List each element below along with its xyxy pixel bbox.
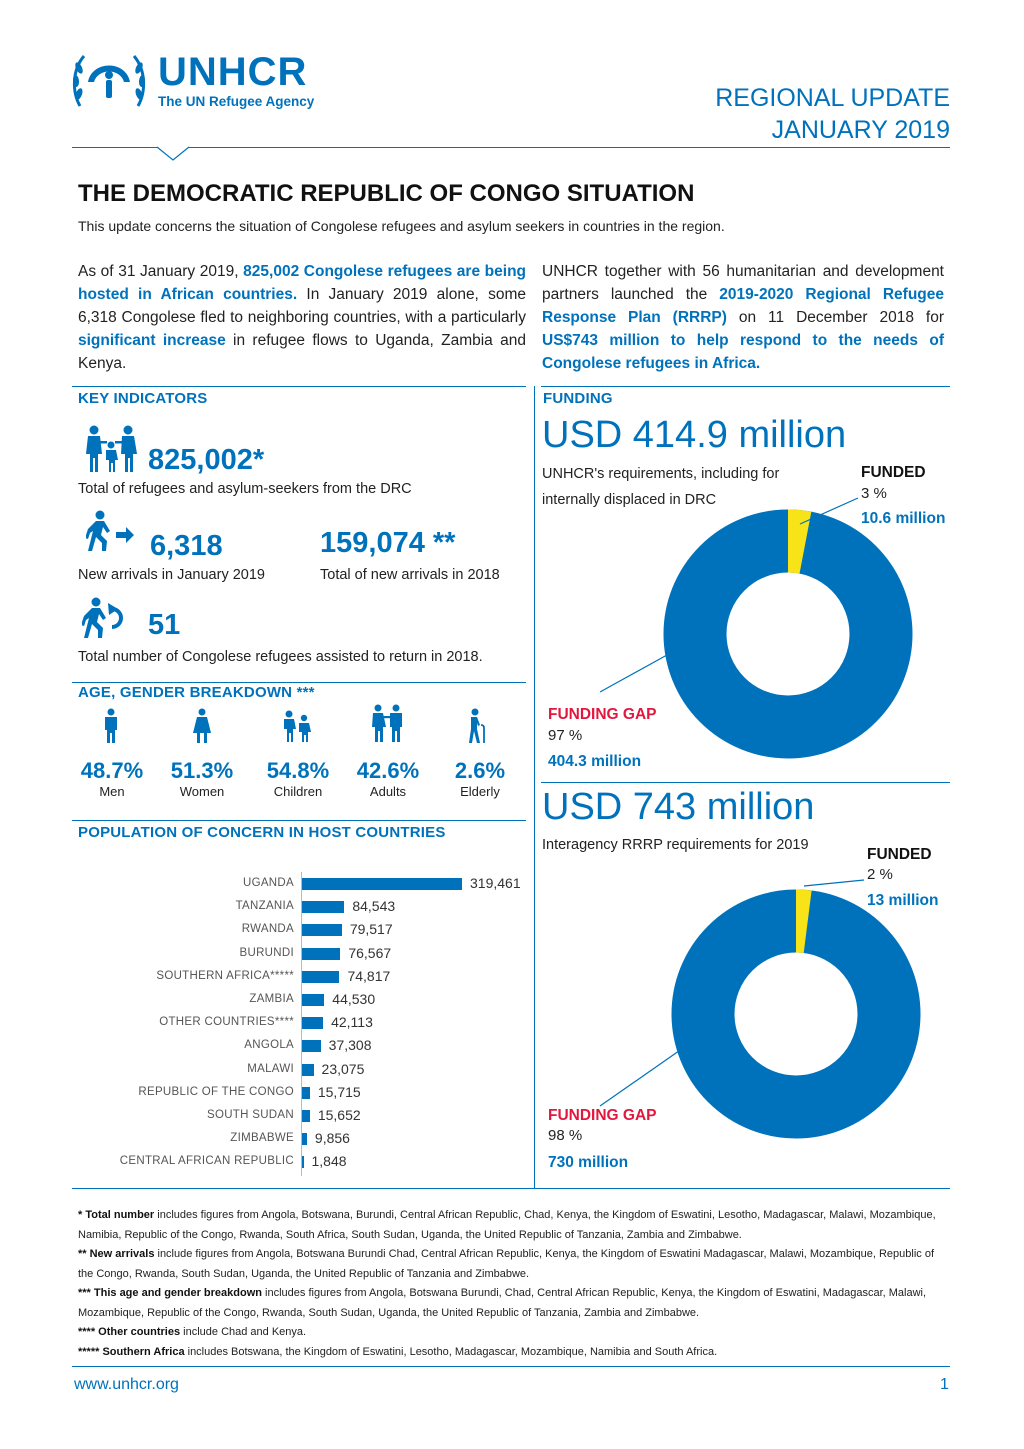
intro-left-highlight-1: 825,002 Congolese refugees are being hosted in African countries. xyxy=(78,263,527,303)
breakdown-title: AGE, GENDER BREAKDOWN *** xyxy=(78,684,315,701)
footer-url[interactable]: www.unhcr.org xyxy=(74,1376,179,1393)
footnote-other-countries xyxy=(78,1323,950,1343)
bar xyxy=(302,1040,321,1052)
unhcr-logo[interactable] xyxy=(70,48,350,118)
bar-category-label: ZAMBIA xyxy=(249,993,294,1005)
walking-person-icon xyxy=(86,510,134,552)
population-title: POPULATION OF CONCERN IN HOST COUNTRIES xyxy=(78,824,446,841)
unhcr-funding-desc-2: internally displaced in DRC xyxy=(542,492,717,508)
bar-value-label: 76,567 xyxy=(348,944,392,961)
funding-title: FUNDING xyxy=(543,390,613,407)
bar-value-label: 319,461 xyxy=(470,875,521,891)
rrrp-gap-amount: 730 million xyxy=(548,1154,629,1171)
adults-icon xyxy=(369,704,405,744)
footnotes xyxy=(78,1206,950,1362)
return-person-icon xyxy=(82,597,132,639)
intro-right-highlight-1: 2019-2020 Regional Refugee Response Plan (RRRP) xyxy=(542,286,945,326)
unhcr-funding-amount: USD 414.9 million xyxy=(542,414,847,456)
rrrp-funded-label: FUNDED xyxy=(867,846,932,863)
intro-left-text-2: In January 2019 alone, some 6,318 Congolese fled to neighboring countries, with a particularly xyxy=(78,286,526,326)
intro-right xyxy=(542,260,944,375)
rrrp-funding-amount: USD 743 million xyxy=(542,786,815,828)
returns-label: Total number of Congolese refugees assisted to return in 2018. xyxy=(78,649,483,665)
elderly-icon xyxy=(465,708,487,744)
unhcr-emblem-icon xyxy=(70,48,148,114)
breakdown-men-label: Men xyxy=(99,784,125,799)
rrrp-funded-pct: 2 % xyxy=(867,866,893,883)
bar-category-label: ZIMBABWE xyxy=(230,1132,294,1145)
bar-value-label: 44,530 xyxy=(332,991,376,1007)
bar-category-label: SOUTHERN AFRICA***** xyxy=(156,969,294,982)
doc-date: JANUARY 2019 xyxy=(771,116,950,144)
bar-value-label: 42,113 xyxy=(331,1014,373,1031)
breakdown-men-pct: 48.7% xyxy=(80,758,144,783)
funding-rule xyxy=(541,386,950,387)
footnote-breakdown xyxy=(78,1284,950,1323)
intro-left-text-3: in refugee flows to Uganda, Zambia and Kenya. xyxy=(78,332,526,372)
bar-category-label: BURUNDI xyxy=(239,946,294,959)
bar-category-label: ANGOLA xyxy=(244,1039,294,1052)
rrrp-funded-amount: 13 million xyxy=(867,892,939,909)
page-title: THE DEMOCRATIC REPUBLIC OF CONGO SITUATION xyxy=(78,180,695,207)
man-icon xyxy=(103,708,119,744)
bar-category-label: RWANDA xyxy=(241,923,294,936)
key-indicators-rule xyxy=(72,386,526,387)
bar xyxy=(302,1110,310,1122)
bar-category-label: MALAWI xyxy=(247,1062,294,1075)
unhcr-leader-lines xyxy=(560,480,880,720)
header-rule xyxy=(72,147,950,148)
unhcr-funded-label: FUNDED xyxy=(861,464,926,481)
bar-category-label: UGANDA xyxy=(242,877,294,889)
new-arrivals-label: New arrivals in January 2019 xyxy=(78,567,265,583)
bar-value-label: 1,848 xyxy=(311,1153,347,1170)
footnote-new-arrivals-key: ** New arrivals xyxy=(78,1248,155,1260)
unhcr-funded-amount: 10.6 million xyxy=(861,510,946,527)
footnote-other-countries-key: **** Other countries xyxy=(78,1326,181,1338)
breakdown-elderly-label: Elderly xyxy=(460,784,500,799)
rrrp-gap-pct: 98 % xyxy=(548,1127,583,1144)
family-icon xyxy=(84,425,140,473)
bar xyxy=(302,901,344,913)
rrrp-leader-lines xyxy=(560,862,880,1122)
unhcr-gap-pct: 97 % xyxy=(548,727,583,744)
bar xyxy=(302,1133,307,1145)
bar-value-label: 15,715 xyxy=(317,1083,361,1100)
bar xyxy=(302,948,340,960)
bar-value-label: 74,817 xyxy=(347,967,391,984)
footnote-new-arrivals xyxy=(78,1245,950,1284)
breakdown-adults-label: Adults xyxy=(369,784,407,799)
bar-category-label: OTHER COUNTRIES**** xyxy=(159,1016,294,1029)
bar-value-label: 15,652 xyxy=(317,1107,361,1123)
footnote-southern-africa xyxy=(78,1343,950,1363)
footnote-other-countries-text: include Chad and Kenya. xyxy=(180,1326,307,1338)
bar xyxy=(302,1064,314,1076)
footnote-southern-africa-text: includes Botswana, the Kingdom of Eswatini, Lesotho, Madagascar, Mozambique, Namibia and South Africa. xyxy=(184,1345,718,1358)
breakdown-adults-pct: 42.6% xyxy=(356,758,420,783)
bar-category-label: SOUTH SUDAN xyxy=(206,1109,294,1121)
bar-category-label: TANZANIA xyxy=(235,900,294,913)
bar-value-label: 23,075 xyxy=(321,1060,365,1077)
footnote-breakdown-text: includes figures from Angola, Botswana Burundi, Chad, Central African Republic, Kenya, the Kingdom of Eswatini, Madagascar, Malawi, Mozambique, Republic of the Congo, Rwanda, South Sudan, Uganda, the United Republic of Tanzania, Zambia and Zimbabwe. xyxy=(78,1287,927,1319)
bar-value-label: 84,543 xyxy=(352,898,396,915)
bar xyxy=(302,971,339,983)
breakdown-women-label: Women xyxy=(179,784,225,799)
intro-right-text-2: on 11 December 2018 for xyxy=(726,309,945,326)
new-arrivals-value: 6,318 xyxy=(150,530,223,562)
returns-value: 51 xyxy=(148,609,181,641)
total-refugees-label: Total of refugees and asylum-seekers from the DRC xyxy=(78,481,412,497)
rrrp-gap-label: FUNDING GAP xyxy=(548,1107,657,1124)
rrrp-rule xyxy=(541,782,950,783)
footnotes-rule xyxy=(72,1188,950,1189)
key-indicators-title: KEY INDICATORS xyxy=(78,390,208,407)
footer-rule xyxy=(72,1366,950,1367)
page-subtitle: This update concerns the situation of Congolese refugees and asylum seekers in countries in the region. xyxy=(78,218,725,234)
intro-right-highlight-2: US$743 million to help respond to the needs of Congolese refugees in Africa. xyxy=(542,332,944,372)
intro-left-text-1: As of 31 January 2019, xyxy=(78,263,244,280)
org-tagline: The UN Refugee Agency xyxy=(158,94,315,109)
bar xyxy=(302,994,324,1006)
footnote-total-text: includes figures from Angola, Botswana, Burundi, Central African Republic, Chad, Kenya, the Kingdom of Eswatini, Lesotho, Madagascar, Malawi, Mozambique, Namibia, Republic of the Congo, Rwanda, South Africa, South Sudan, Uganda, the United Republic of Tanzania, Zambia and Zimbabwe. xyxy=(78,1209,936,1241)
bar-value-label: 79,517 xyxy=(349,921,393,938)
bar-value-label: 37,308 xyxy=(328,1037,372,1054)
unhcr-funded-pct: 3 % xyxy=(861,485,887,502)
bar xyxy=(302,924,342,936)
header-notch-icon xyxy=(156,146,190,162)
footnote-new-arrivals-text: include figures from Angola, Botswana Burundi Chad, Central African Republic, Kenya, the Kingdom of Eswatini Madagascar, Malawi, Mozambique, Republic of the Congo, Rwanda, South Sudan, Uganda, the United Republic of Tanzania and Zimbabwe. xyxy=(78,1248,935,1280)
intro-left-highlight-2: significant increase xyxy=(78,332,226,349)
woman-icon xyxy=(193,708,211,744)
population-rule xyxy=(72,820,526,821)
footnote-breakdown-key: *** This age and gender breakdown xyxy=(78,1287,262,1299)
total-refugees-value: 825,002* xyxy=(148,444,265,476)
rrrp-funding-desc: Interagency RRRP requirements for 2019 xyxy=(542,837,809,853)
bar-category-label: CENTRAL AFRICAN REPUBLIC xyxy=(119,1155,294,1168)
unhcr-funding-desc-1: UNHCR's requirements, including for xyxy=(542,466,780,482)
footnote-southern-africa-key: ***** Southern Africa xyxy=(78,1345,185,1358)
intro-left xyxy=(78,260,526,375)
children-icon xyxy=(281,708,313,744)
bar-value-label: 9,856 xyxy=(314,1130,350,1147)
column-divider xyxy=(534,386,535,1188)
bar xyxy=(302,1156,304,1168)
org-name: UNHCR xyxy=(158,50,308,94)
footnote-total-key: * Total number xyxy=(78,1209,155,1221)
breakdown-children-pct: 54.8% xyxy=(266,758,330,783)
bar-chart-axis xyxy=(301,872,302,1176)
bar xyxy=(302,1017,323,1029)
breakdown-rule xyxy=(72,682,526,683)
bar xyxy=(302,878,462,890)
breakdown-children-label: Children xyxy=(273,784,323,799)
unhcr-gap-amount: 404.3 million xyxy=(548,753,642,770)
bar-category-label: REPUBLIC OF THE CONGO xyxy=(138,1085,294,1098)
page-number: 1 xyxy=(940,1376,949,1393)
arrivals-2018-label: Total of new arrivals in 2018 xyxy=(320,567,500,583)
intro-right-text-1: UNHCR together with 56 humanitarian and development partners launched the xyxy=(542,263,944,303)
doc-type: REGIONAL UPDATE xyxy=(715,84,950,112)
unhcr-gap-label: FUNDING GAP xyxy=(548,706,657,723)
breakdown-women-pct: 51.3% xyxy=(170,758,234,783)
bar xyxy=(302,1087,310,1099)
breakdown-elderly-pct: 2.6% xyxy=(454,758,506,783)
arrivals-2018-value: 159,074 ** xyxy=(320,527,456,559)
footnote-total xyxy=(78,1206,950,1245)
